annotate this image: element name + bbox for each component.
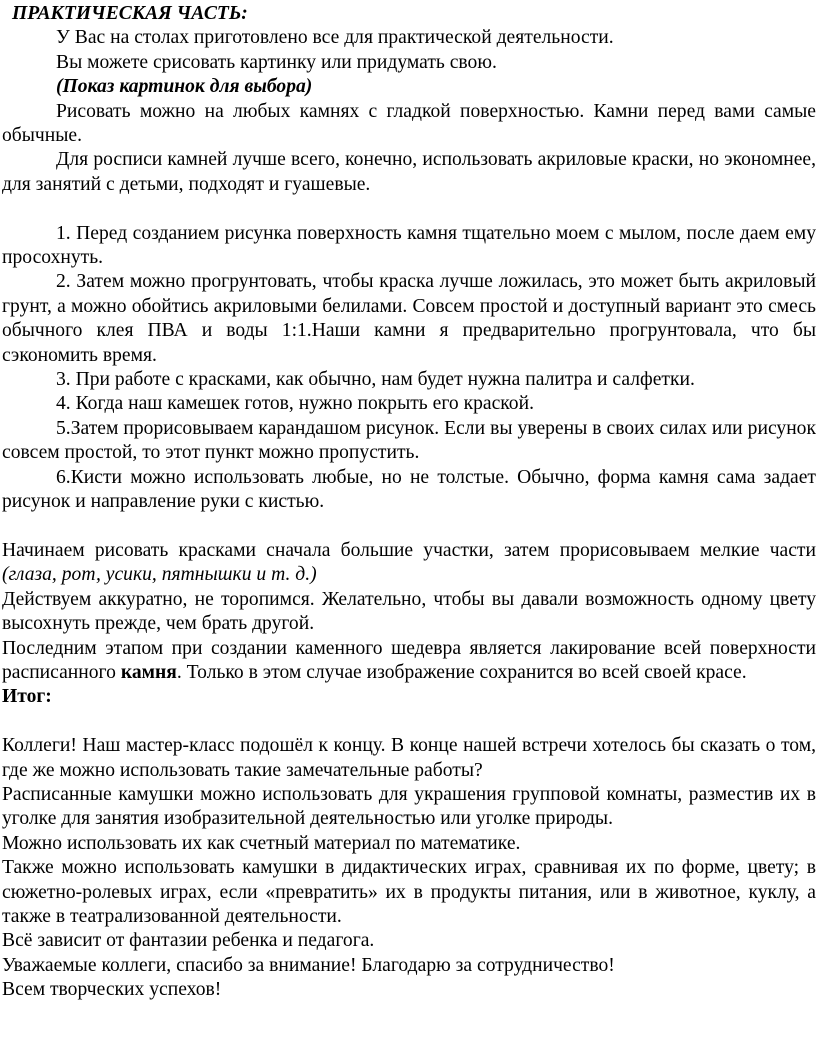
conclusion-5: Всё зависит от фантазии ребенка и педагога. [2, 930, 375, 952]
conclusion-4: Также можно использовать камушки в дидактических играх, сравнивая их по форме, цвету; в сюжетно-ролевых играх, если «превратить» их в продукты питания, или в животное, куклу, а также в театрализованной деятельности. [2, 857, 816, 927]
step-1: 1. Перед созданием рисунка поверхность камня тщательно моем с мылом, после даем ему просохнуть. [2, 222, 816, 269]
painting-text: Начинаем рисовать красками сначала большие участки, затем прорисовываем мелкие части [2, 539, 816, 561]
spacer [2, 710, 816, 734]
painting-paragraph [2, 539, 816, 588]
section-title: ПРАКТИЧЕСКАЯ ЧАСТЬ: [12, 3, 248, 24]
result-heading [2, 685, 816, 709]
lacquer-text-end: . Только в этом случае изображение сохранится во всей своей красе. [176, 661, 747, 683]
conclusion-2: Расписанные камушки можно использовать для украшения групповой комнаты, разместив их в уголке для занятия изобразительной деятельностью или уголке природы. [2, 783, 816, 830]
step-2: 2. Затем можно прогрунтовать, чтобы краска лучше ложилась, это может быть акриловый грунт, а можно обойтись акриловыми белилами. Совсем простой и доступный вариант это смесь обычного клея ПВА и воды 1:1.Наши камни я предварительно прогрунтовала, что бы сэкономить время. [2, 271, 816, 366]
conclusion-7: Всем творческих успехов! [2, 979, 222, 1001]
painting-examples: (глаза, рот, усики, пятнышки и т. д.) [2, 564, 317, 586]
spacer [2, 515, 816, 539]
conclusion-3: Можно использовать их как счетный материал по математике. [2, 832, 521, 854]
intro-line-2: Вы можете срисовать картинку или придумать свою. [56, 51, 497, 73]
step-3: 3. При работе с красками, как обычно, нам будет нужна палитра и салфетки. [56, 369, 695, 391]
intro-line-1: У Вас на столах приготовлено все для практической деятельности. [56, 27, 614, 49]
careful-paragraph: Действуем аккуратно, не торопимся. Желательно, чтобы вы давали возможность одному цвету высохнуть прежде, чем брать другой. [2, 588, 816, 635]
conclusion-1: Коллеги! Наш мастер-класс подошёл к концу. В конце нашей встречи хотелось бы сказать о том, где же можно использовать такие замечательные работы? [2, 735, 816, 781]
step-6: 6.Кисти можно использовать любые, но не толстые. Обычно, форма камня сама задает рисунок и направление руки с кистью. [2, 466, 816, 513]
lacquer-bold-word: камня [120, 661, 177, 683]
paints-paragraph: Для росписи камней лучше всего, конечно, использовать акриловые краски, но экономнее, для занятий с детьми, подходят и гуашевые. [2, 149, 816, 195]
result-heading-text: Итог: [2, 686, 52, 708]
conclusion-6: Уважаемые коллеги, спасибо за внимание! Благодарю за сотрудничество! [2, 954, 615, 976]
pictures-note: (Показ картинок для выбора) [56, 76, 313, 98]
lacquer-text: Последним этапом при создании каменного шедевра является лакирование всей поверхности расписанного [2, 637, 816, 683]
stones-paragraph: Рисовать можно на любых камнях с гладкой поверхностью. Камни перед вами самые обычные. [2, 100, 816, 147]
lacquer-paragraph [2, 637, 816, 686]
spacer [2, 197, 816, 221]
step-4: 4. Когда наш камешек готов, нужно покрыть его краской. [56, 393, 534, 415]
step-5: 5.Затем прорисовываем карандашом рисунок. Если вы уверены в своих силах или рисунок совсем простой, то этот пункт можно пропустить. [2, 417, 816, 464]
